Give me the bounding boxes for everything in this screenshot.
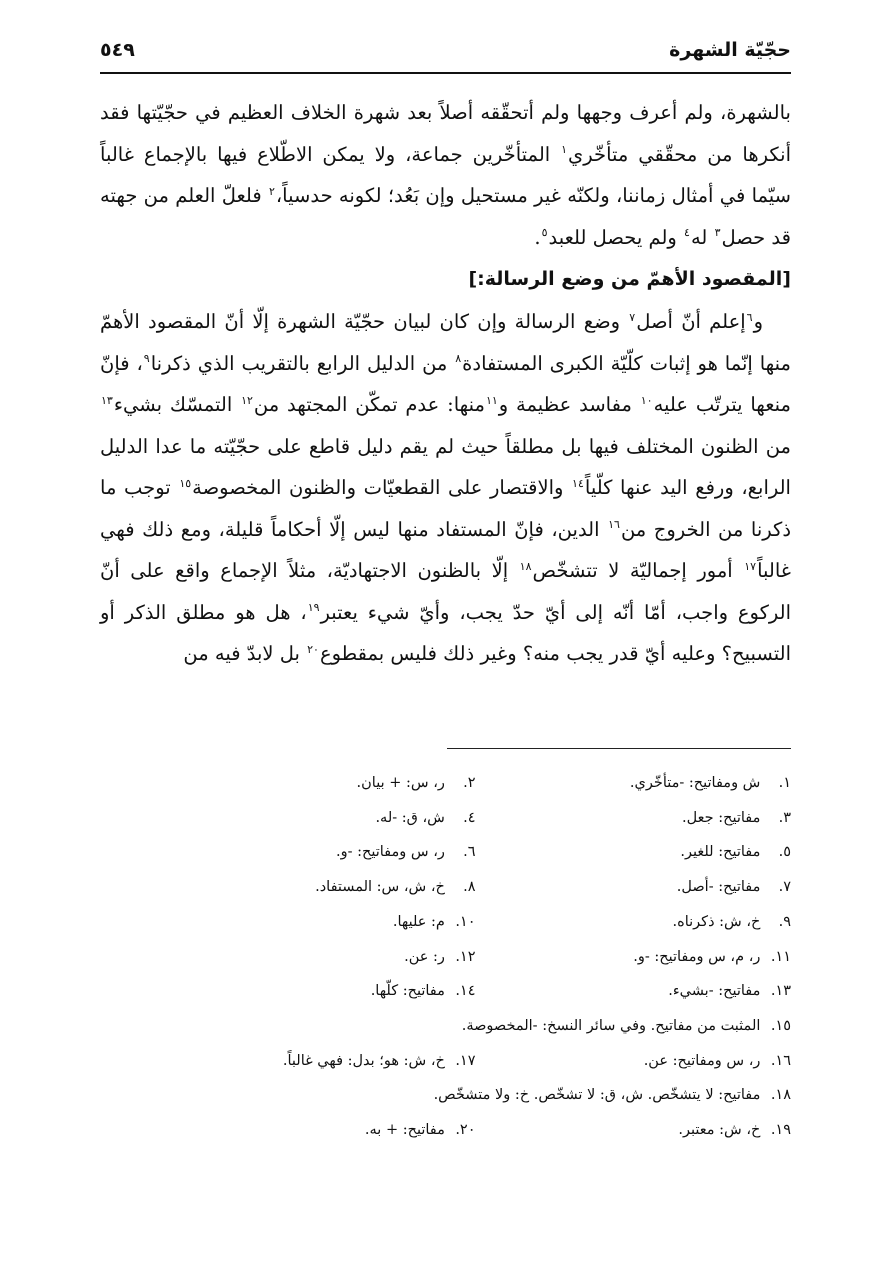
text-run: منها: عدم تمكّن المجتهد من	[253, 393, 485, 416]
footnote-text: ر، س: + بيان.	[356, 775, 445, 791]
text-run: ، فإنّ منعها يترتّب عليه	[100, 351, 791, 416]
footnote-item	[180, 940, 476, 975]
footnote-marker: ٢٠	[307, 642, 319, 656]
footnote-item	[496, 801, 792, 836]
footnote-marker: ٩	[143, 352, 150, 365]
footnote-text: ر، م، س ومفاتيح: -و.	[633, 948, 761, 965]
footnote-number: ٦.	[463, 844, 476, 861]
footnote-number: ٢.	[463, 775, 476, 791]
footnote-item	[496, 905, 792, 940]
footnote-number: ١٤.	[455, 983, 476, 1000]
footnote-text: م: عليها.	[392, 913, 445, 930]
text-run: الدين، فإنّ المستفاد منها ليس إلّا أحكاماً قليلة، ومع ذلك فهي غالباً	[100, 517, 791, 582]
footnote-text: ش، ق: -له.	[375, 809, 445, 826]
paragraph-2	[100, 301, 791, 675]
footnote-text: خ، ش: ذكرناه.	[672, 913, 761, 930]
page-header	[100, 28, 791, 74]
footnote-marker: ١٩	[307, 601, 320, 614]
footnote-item	[180, 1078, 791, 1113]
section-heading: [المقصود الأهمّ من وضع الرسالة:]	[468, 268, 791, 290]
text-run: و	[753, 310, 763, 333]
running-title: حجّيّة الشهرة	[669, 39, 791, 61]
text-run: ولم يحصل للعبد	[548, 225, 684, 249]
footnote-marker: ١٨	[519, 559, 532, 573]
main-text	[100, 92, 791, 675]
footnote-number: ١٩.	[770, 1122, 791, 1139]
footnote-marker: ١٠	[640, 393, 653, 407]
footnote-number: ١١.	[770, 948, 791, 965]
text-run: ، هل هو مطلق الذكر أو التسبيح؟ وعليه أيّ قدر يجب منه؟ وغير ذلك فليس بمقطوع	[100, 600, 791, 665]
footnote-text: ر، س ومفاتيح: عن.	[643, 1052, 761, 1069]
footnote-text: ش ومفاتيح: -متأخّري.	[629, 775, 761, 791]
footnote-item	[496, 870, 792, 905]
text-run: من الظنون المختلف فيها بل مطلقاً حيث لم يقم دليل قاطع على حجّيّته ما عدا الدليل الرابع، ورفع اليد عنها كلّياً	[100, 434, 791, 499]
footnote-item	[180, 974, 476, 1009]
footnote-text: مفاتيح: لا يتشخّص. ش، ق: لا تشخّص. خ: ولا متشخّص.	[433, 1087, 761, 1104]
footnote-item	[180, 1113, 476, 1148]
footnote-number: ٩.	[778, 913, 791, 930]
footnote-text: مفاتيح: + به.	[364, 1122, 445, 1139]
footnote-marker: ١٧	[744, 559, 757, 573]
footnote-item	[496, 1113, 792, 1148]
footnote-text: مفاتيح: -بشيء.	[668, 983, 761, 1000]
text-run: بل لابدّ فيه من	[183, 642, 307, 665]
footnote-text: مفاتيح: -أصل.	[676, 879, 761, 896]
text-run: أمور إجماليّة لا تتشخّص	[532, 559, 744, 582]
text-run: مفاسد عظيمة و	[498, 393, 640, 416]
footnote-marker: ٦	[746, 310, 753, 324]
footnote-item	[180, 905, 476, 940]
footnote-number: ١٢.	[455, 948, 476, 965]
footnote-marker: ٥	[541, 226, 548, 239]
text-run: والاقتصار على القطعيّات والظنون المخصوصة	[192, 476, 572, 499]
footnote-number: ٢٠.	[455, 1122, 476, 1139]
footnote-item	[496, 1044, 792, 1079]
footnote-number: ٥.	[778, 844, 791, 861]
footnote-number: ١٥.	[770, 1017, 791, 1034]
footnote-text: مفاتيح: كلّها.	[370, 983, 445, 1000]
footnote-marker: ٨	[455, 352, 462, 365]
footnote-marker: ٣	[714, 226, 721, 239]
footnote-number: ١٦.	[770, 1052, 791, 1069]
footnote-item	[180, 1009, 791, 1044]
footnote-marker: ١١	[485, 393, 498, 407]
footnote-number: ١٧.	[455, 1052, 476, 1069]
paragraph-1	[100, 92, 791, 258]
footnote-text: خ، ش، س: المستفاد.	[315, 879, 445, 896]
footnote-item	[180, 801, 476, 836]
footnote-text: خ، ش: معتبر.	[678, 1122, 761, 1139]
footnote-text: خ، ش: هو؛ بدل: فهي غالباً.	[282, 1052, 445, 1069]
footnote-text: مفاتيح: للغير.	[680, 844, 761, 861]
footnote-number: ١٨.	[770, 1087, 791, 1104]
text-run: المتأخّرين جماعة، ولا يمكن الاطّلاع فيها بالإجماع غالباً سيّما في أمثال زماننا، ولكنّه غير مستحيل وإن بَعُد؛ لكونه حدسياً،	[100, 142, 792, 207]
footnote-divider	[447, 748, 791, 749]
page-number: ٥٤٩	[100, 39, 135, 61]
footnote-number: ١٠.	[455, 913, 476, 930]
text-run: .	[534, 225, 541, 249]
footnote-item	[496, 940, 792, 975]
footnote-number: ٧.	[778, 879, 791, 896]
text-run: إلّا بالظنون الاجتهاديّة، مثلاً الإجماع واقع على أنّ الركوع واجب، أمّا أنّه إلى أيّ حدّ يجب، وأيّ شيء يعتبر	[100, 559, 792, 624]
footnote-number: ٨.	[463, 879, 476, 896]
text-run: إعلم أنّ أصل	[636, 310, 746, 333]
footnote-marker: ١	[561, 143, 568, 156]
footnote-text: المثبت من مفاتيح. وفي سائر النسخ: -المخصوصة.	[461, 1017, 761, 1034]
footnote-marker: ١٣	[101, 393, 113, 407]
footnote-marker: ١٢	[241, 393, 253, 407]
text-run: له	[690, 225, 714, 249]
text-run: بالشهرة، ولم أعرف وجهها ولم أتحقّقه أصلاً بعد شهرة الخلاف العظيم في حجّيّتها فقد أنكرها من محقّقي متأخّري	[100, 101, 791, 166]
text-run: من الدليل الرابع بالتقريب الذي ذكرنا	[150, 351, 455, 375]
footnote-marker: ١٦	[608, 518, 620, 531]
footnote-item	[496, 974, 792, 1009]
footnote-item	[496, 835, 792, 870]
footnote-number: ١٣.	[770, 983, 791, 1000]
footnote-marker: ١٤	[572, 476, 584, 490]
footnote-marker: ٤	[684, 226, 690, 239]
footnotes	[180, 766, 791, 1148]
text-run: توجب ما ذكرنا من الخروج من	[100, 476, 792, 541]
footnote-marker: ٢	[268, 184, 275, 198]
footnote-item	[180, 766, 476, 801]
footnote-text: مفاتيح: جعل.	[682, 809, 761, 826]
footnote-marker: ٧	[629, 310, 636, 324]
footnote-number: ٤.	[463, 809, 476, 826]
footnote-item	[180, 1044, 476, 1079]
footnote-number: ١.	[778, 775, 791, 791]
text-run: التمسّك بشيء	[113, 393, 241, 416]
footnote-item	[180, 870, 476, 905]
footnote-marker: ١٥	[179, 476, 192, 490]
text-run: فلعلّ العلم من جهته قد حصل	[100, 184, 791, 249]
footnote-number: ٣.	[778, 809, 791, 826]
text-run: وضع الرسالة وإن كان لبيان حجّيّة الشهرة إلّا أنّ المقصود الأهمّ منها إنّما هو إثبات كلّيّة الكبرى المستفادة	[100, 310, 791, 375]
footnote-text: ر: عن.	[404, 948, 445, 965]
footnote-item	[496, 766, 792, 801]
footnote-text: ر، س ومفاتيح: -و.	[335, 844, 445, 861]
footnote-item	[180, 835, 476, 870]
